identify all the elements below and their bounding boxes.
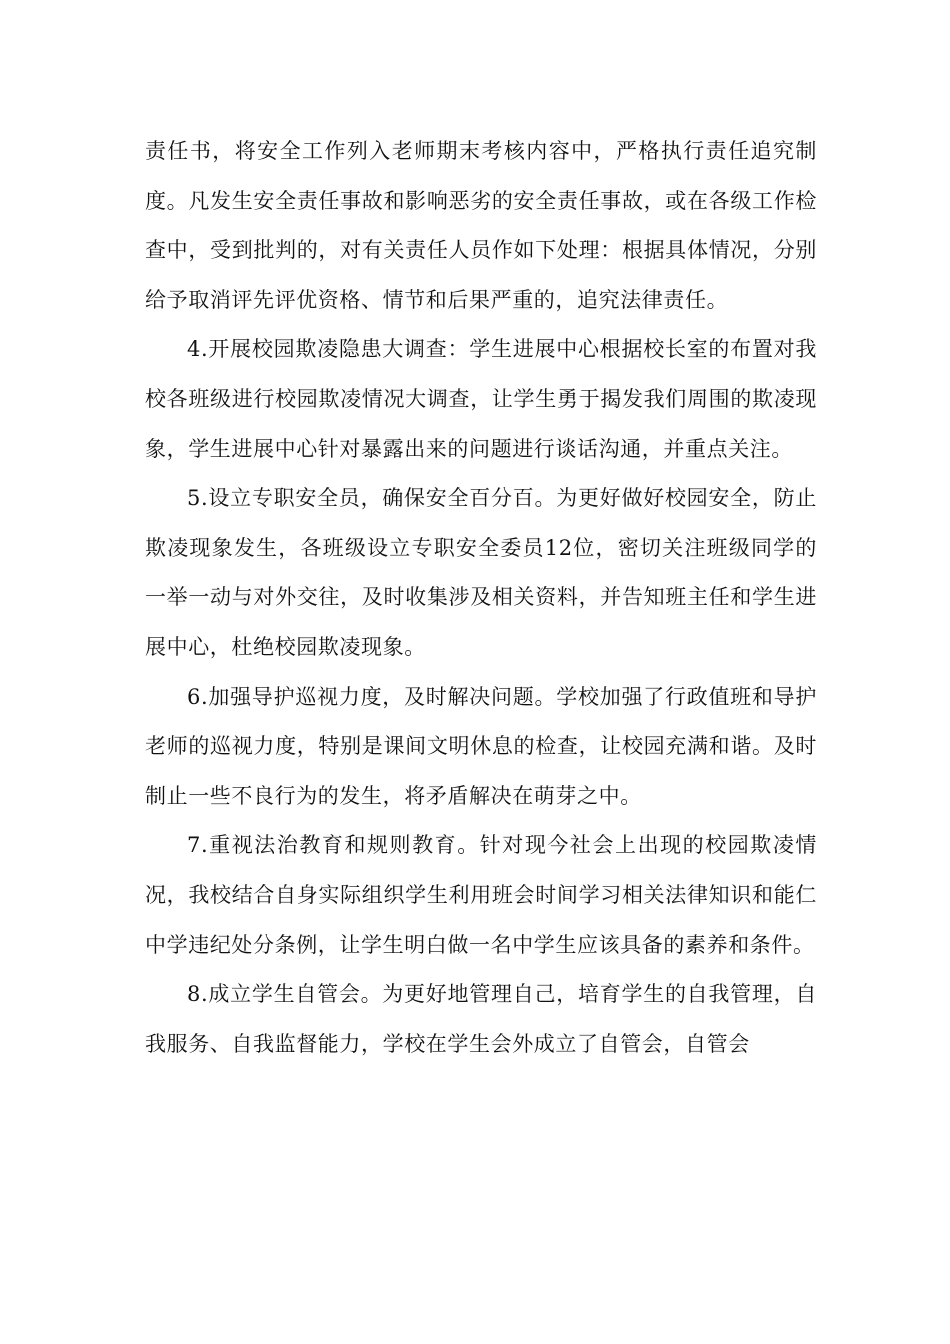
paragraph-responsibility: 责任书，将安全工作列入老师期末考核内容中，严格执行责任追究制度。凡发生安全责任事故和影响恶劣的安全责任事故，或在各级工作检查中，受到批判的，对有关责任人员作如下处理：根据具体情况，分别给予取消评先评优资格、情节和后果严重的，追究法律责任。 (145, 139, 817, 312)
paragraph-item-8: 8.成立学生自管会。为更好地管理自己，培育学生的自我管理，自我服务、自我监督能力，学校在学生会外成立了自管会，自管会 (145, 982, 817, 1056)
paragraph-item-4: 4.开展校园欺凌隐患大调查：学生进展中心根据校长室的布置对我校各班级进行校园欺凌情况大调查，让学生勇于揭发我们周围的欺凌现象，学生进展中心针对暴露出来的问题进行谈话沟通，并重点关注。 (145, 337, 817, 461)
document-body (145, 127, 817, 1069)
paragraph-item-5: 5.设立专职安全员，确保安全百分百。为更好做好校园安全，防止欺凌现象发生，各班级设立专职安全委员12位，密切关注班级同学的一举一动与对外交往，及时收集涉及相关资料，并告知班主任和学生进展中心，杜绝校园欺凌现象。 (145, 486, 817, 659)
paragraph-item-7: 7.重视法治教育和规则教育。针对现今社会上出现的校园欺凌情况，我校结合自身实际组织学生利用班会时间学习相关法律知识和能仁中学违纪处分条例，让学生明白做一名中学生应该具备的素养和条件。 (145, 833, 817, 957)
paragraph-item-6: 6.加强导护巡视力度，及时解决问题。学校加强了行政值班和导护老师的巡视力度，特别是课间文明休息的检查，让校园充满和谐。及时制止一些不良行为的发生，将矛盾解决在萌芽之中。 (145, 684, 817, 808)
